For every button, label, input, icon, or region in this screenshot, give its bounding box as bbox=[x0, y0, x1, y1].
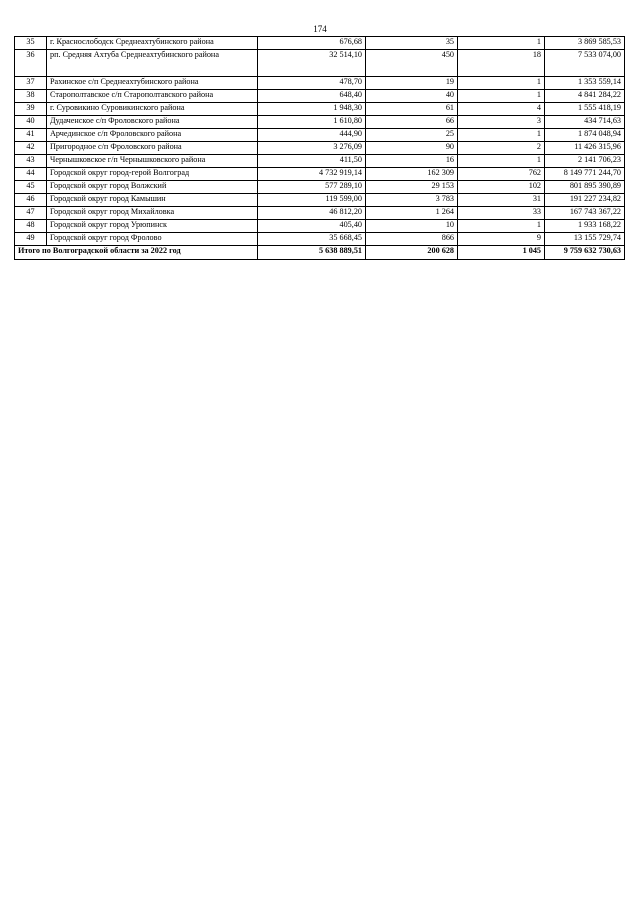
row-area-cell: 478,70 bbox=[258, 77, 366, 90]
row-col3-cell: 450 bbox=[366, 50, 458, 77]
row-col3-cell: 1 264 bbox=[366, 207, 458, 220]
row-col4-cell: 1 bbox=[458, 90, 545, 103]
table-row bbox=[15, 168, 625, 181]
table-row bbox=[15, 220, 625, 233]
row-number-cell: 36 bbox=[15, 50, 47, 77]
row-amount-cell: 1 874 048,94 bbox=[545, 129, 625, 142]
page-number: 174 bbox=[313, 24, 327, 34]
total-area: 5 638 889,51 bbox=[258, 246, 366, 260]
data-table bbox=[14, 36, 625, 260]
row-col4-cell: 4 bbox=[458, 103, 545, 116]
table-row bbox=[15, 77, 625, 90]
row-col3-cell: 19 bbox=[366, 77, 458, 90]
row-area-cell: 1 948,30 bbox=[258, 103, 366, 116]
row-number-cell: 44 bbox=[15, 168, 47, 181]
row-amount-cell: 167 743 367,22 bbox=[545, 207, 625, 220]
table-row bbox=[15, 116, 625, 129]
row-col3-cell: 40 bbox=[366, 90, 458, 103]
row-name-cell: Чернышковское г/п Чернышковского района bbox=[47, 155, 258, 168]
row-col4-cell: 1 bbox=[458, 129, 545, 142]
row-name-cell: Городской округ город-герой Волгоград bbox=[47, 168, 258, 181]
row-amount-cell: 3 869 585,53 bbox=[545, 37, 625, 50]
row-name-cell: г. Краснослободск Среднеахтубинского района bbox=[47, 37, 258, 50]
row-col4-cell: 2 bbox=[458, 142, 545, 155]
row-col4-cell: 1 bbox=[458, 220, 545, 233]
row-amount-cell: 191 227 234,82 bbox=[545, 194, 625, 207]
row-number-cell: 40 bbox=[15, 116, 47, 129]
row-number-cell: 38 bbox=[15, 90, 47, 103]
row-number-cell: 39 bbox=[15, 103, 47, 116]
row-number-cell: 49 bbox=[15, 233, 47, 246]
row-col4-cell: 1 bbox=[458, 77, 545, 90]
row-area-cell: 32 514,10 bbox=[258, 50, 366, 77]
total-amount: 9 759 632 730,63 bbox=[545, 246, 625, 260]
row-amount-cell: 1 933 168,22 bbox=[545, 220, 625, 233]
table-row bbox=[15, 181, 625, 194]
row-col4-cell: 1 bbox=[458, 155, 545, 168]
row-amount-cell: 1 555 418,19 bbox=[545, 103, 625, 116]
row-area-cell: 4 732 919,14 bbox=[258, 168, 366, 181]
table-row bbox=[15, 37, 625, 50]
row-name-cell: Городской округ город Урюпинск bbox=[47, 220, 258, 233]
row-name-cell: г. Суровикино Суровикинского района bbox=[47, 103, 258, 116]
row-area-cell: 405,40 bbox=[258, 220, 366, 233]
total-col4: 1 045 bbox=[458, 246, 545, 260]
row-col3-cell: 162 309 bbox=[366, 168, 458, 181]
table-body bbox=[15, 37, 625, 246]
row-area-cell: 577 289,10 bbox=[258, 181, 366, 194]
row-col3-cell: 35 bbox=[366, 37, 458, 50]
total-label: Итого по Волгоградской области за 2022 год bbox=[15, 246, 258, 260]
row-name-cell: Городской округ город Фролово bbox=[47, 233, 258, 246]
row-col4-cell: 762 bbox=[458, 168, 545, 181]
table-row bbox=[15, 103, 625, 116]
row-name-cell: Городской округ город Камышин bbox=[47, 194, 258, 207]
row-number-cell: 43 bbox=[15, 155, 47, 168]
row-col3-cell: 866 bbox=[366, 233, 458, 246]
table-row bbox=[15, 50, 625, 77]
row-name-cell: Дудаченское с/п Фроловского района bbox=[47, 116, 258, 129]
row-col3-cell: 61 bbox=[366, 103, 458, 116]
row-col4-cell: 3 bbox=[458, 116, 545, 129]
row-area-cell: 648,40 bbox=[258, 90, 366, 103]
row-amount-cell: 11 426 315,96 bbox=[545, 142, 625, 155]
row-col3-cell: 16 bbox=[366, 155, 458, 168]
row-name-cell: Арчединское с/п Фроловского района bbox=[47, 129, 258, 142]
row-name-cell: Старополтавское с/п Старополтавского района bbox=[47, 90, 258, 103]
table-row bbox=[15, 129, 625, 142]
row-col3-cell: 25 bbox=[366, 129, 458, 142]
row-area-cell: 676,68 bbox=[258, 37, 366, 50]
row-area-cell: 1 610,80 bbox=[258, 116, 366, 129]
row-col3-cell: 3 783 bbox=[366, 194, 458, 207]
row-col3-cell: 29 153 bbox=[366, 181, 458, 194]
row-col3-cell: 66 bbox=[366, 116, 458, 129]
table-row bbox=[15, 233, 625, 246]
row-number-cell: 35 bbox=[15, 37, 47, 50]
row-number-cell: 45 bbox=[15, 181, 47, 194]
row-col4-cell: 31 bbox=[458, 194, 545, 207]
row-area-cell: 46 812,20 bbox=[258, 207, 366, 220]
row-area-cell: 3 276,09 bbox=[258, 142, 366, 155]
table-row bbox=[15, 155, 625, 168]
row-amount-cell: 8 149 771 244,70 bbox=[545, 168, 625, 181]
table-row bbox=[15, 194, 625, 207]
table-row bbox=[15, 90, 625, 103]
row-amount-cell: 13 155 729,74 bbox=[545, 233, 625, 246]
row-name-cell: Городской округ город Михайловка bbox=[47, 207, 258, 220]
total-col3: 200 628 bbox=[366, 246, 458, 260]
row-area-cell: 119 599,00 bbox=[258, 194, 366, 207]
row-amount-cell: 434 714,63 bbox=[545, 116, 625, 129]
row-area-cell: 411,50 bbox=[258, 155, 366, 168]
total-row bbox=[15, 246, 625, 260]
row-col4-cell: 18 bbox=[458, 50, 545, 77]
row-number-cell: 42 bbox=[15, 142, 47, 155]
table-row bbox=[15, 142, 625, 155]
row-area-cell: 444,90 bbox=[258, 129, 366, 142]
row-name-cell: Пригородное с/п Фроловского района bbox=[47, 142, 258, 155]
row-number-cell: 48 bbox=[15, 220, 47, 233]
row-amount-cell: 1 353 559,14 bbox=[545, 77, 625, 90]
row-amount-cell: 4 841 284,22 bbox=[545, 90, 625, 103]
row-name-cell: Городской округ город Волжский bbox=[47, 181, 258, 194]
row-col4-cell: 102 bbox=[458, 181, 545, 194]
row-col3-cell: 10 bbox=[366, 220, 458, 233]
row-amount-cell: 2 141 706,23 bbox=[545, 155, 625, 168]
row-name-cell: Рахинское с/п Среднеахтубинского района bbox=[47, 77, 258, 90]
row-amount-cell: 7 533 074,00 bbox=[545, 50, 625, 77]
row-number-cell: 46 bbox=[15, 194, 47, 207]
row-amount-cell: 801 895 390,89 bbox=[545, 181, 625, 194]
table-row bbox=[15, 207, 625, 220]
row-col4-cell: 1 bbox=[458, 37, 545, 50]
row-area-cell: 35 668,45 bbox=[258, 233, 366, 246]
row-number-cell: 41 bbox=[15, 129, 47, 142]
row-number-cell: 37 bbox=[15, 77, 47, 90]
row-col3-cell: 90 bbox=[366, 142, 458, 155]
row-col4-cell: 9 bbox=[458, 233, 545, 246]
row-name-cell: рп. Средняя Ахтуба Среднеахтубинского района bbox=[47, 50, 258, 77]
row-number-cell: 47 bbox=[15, 207, 47, 220]
row-col4-cell: 33 bbox=[458, 207, 545, 220]
